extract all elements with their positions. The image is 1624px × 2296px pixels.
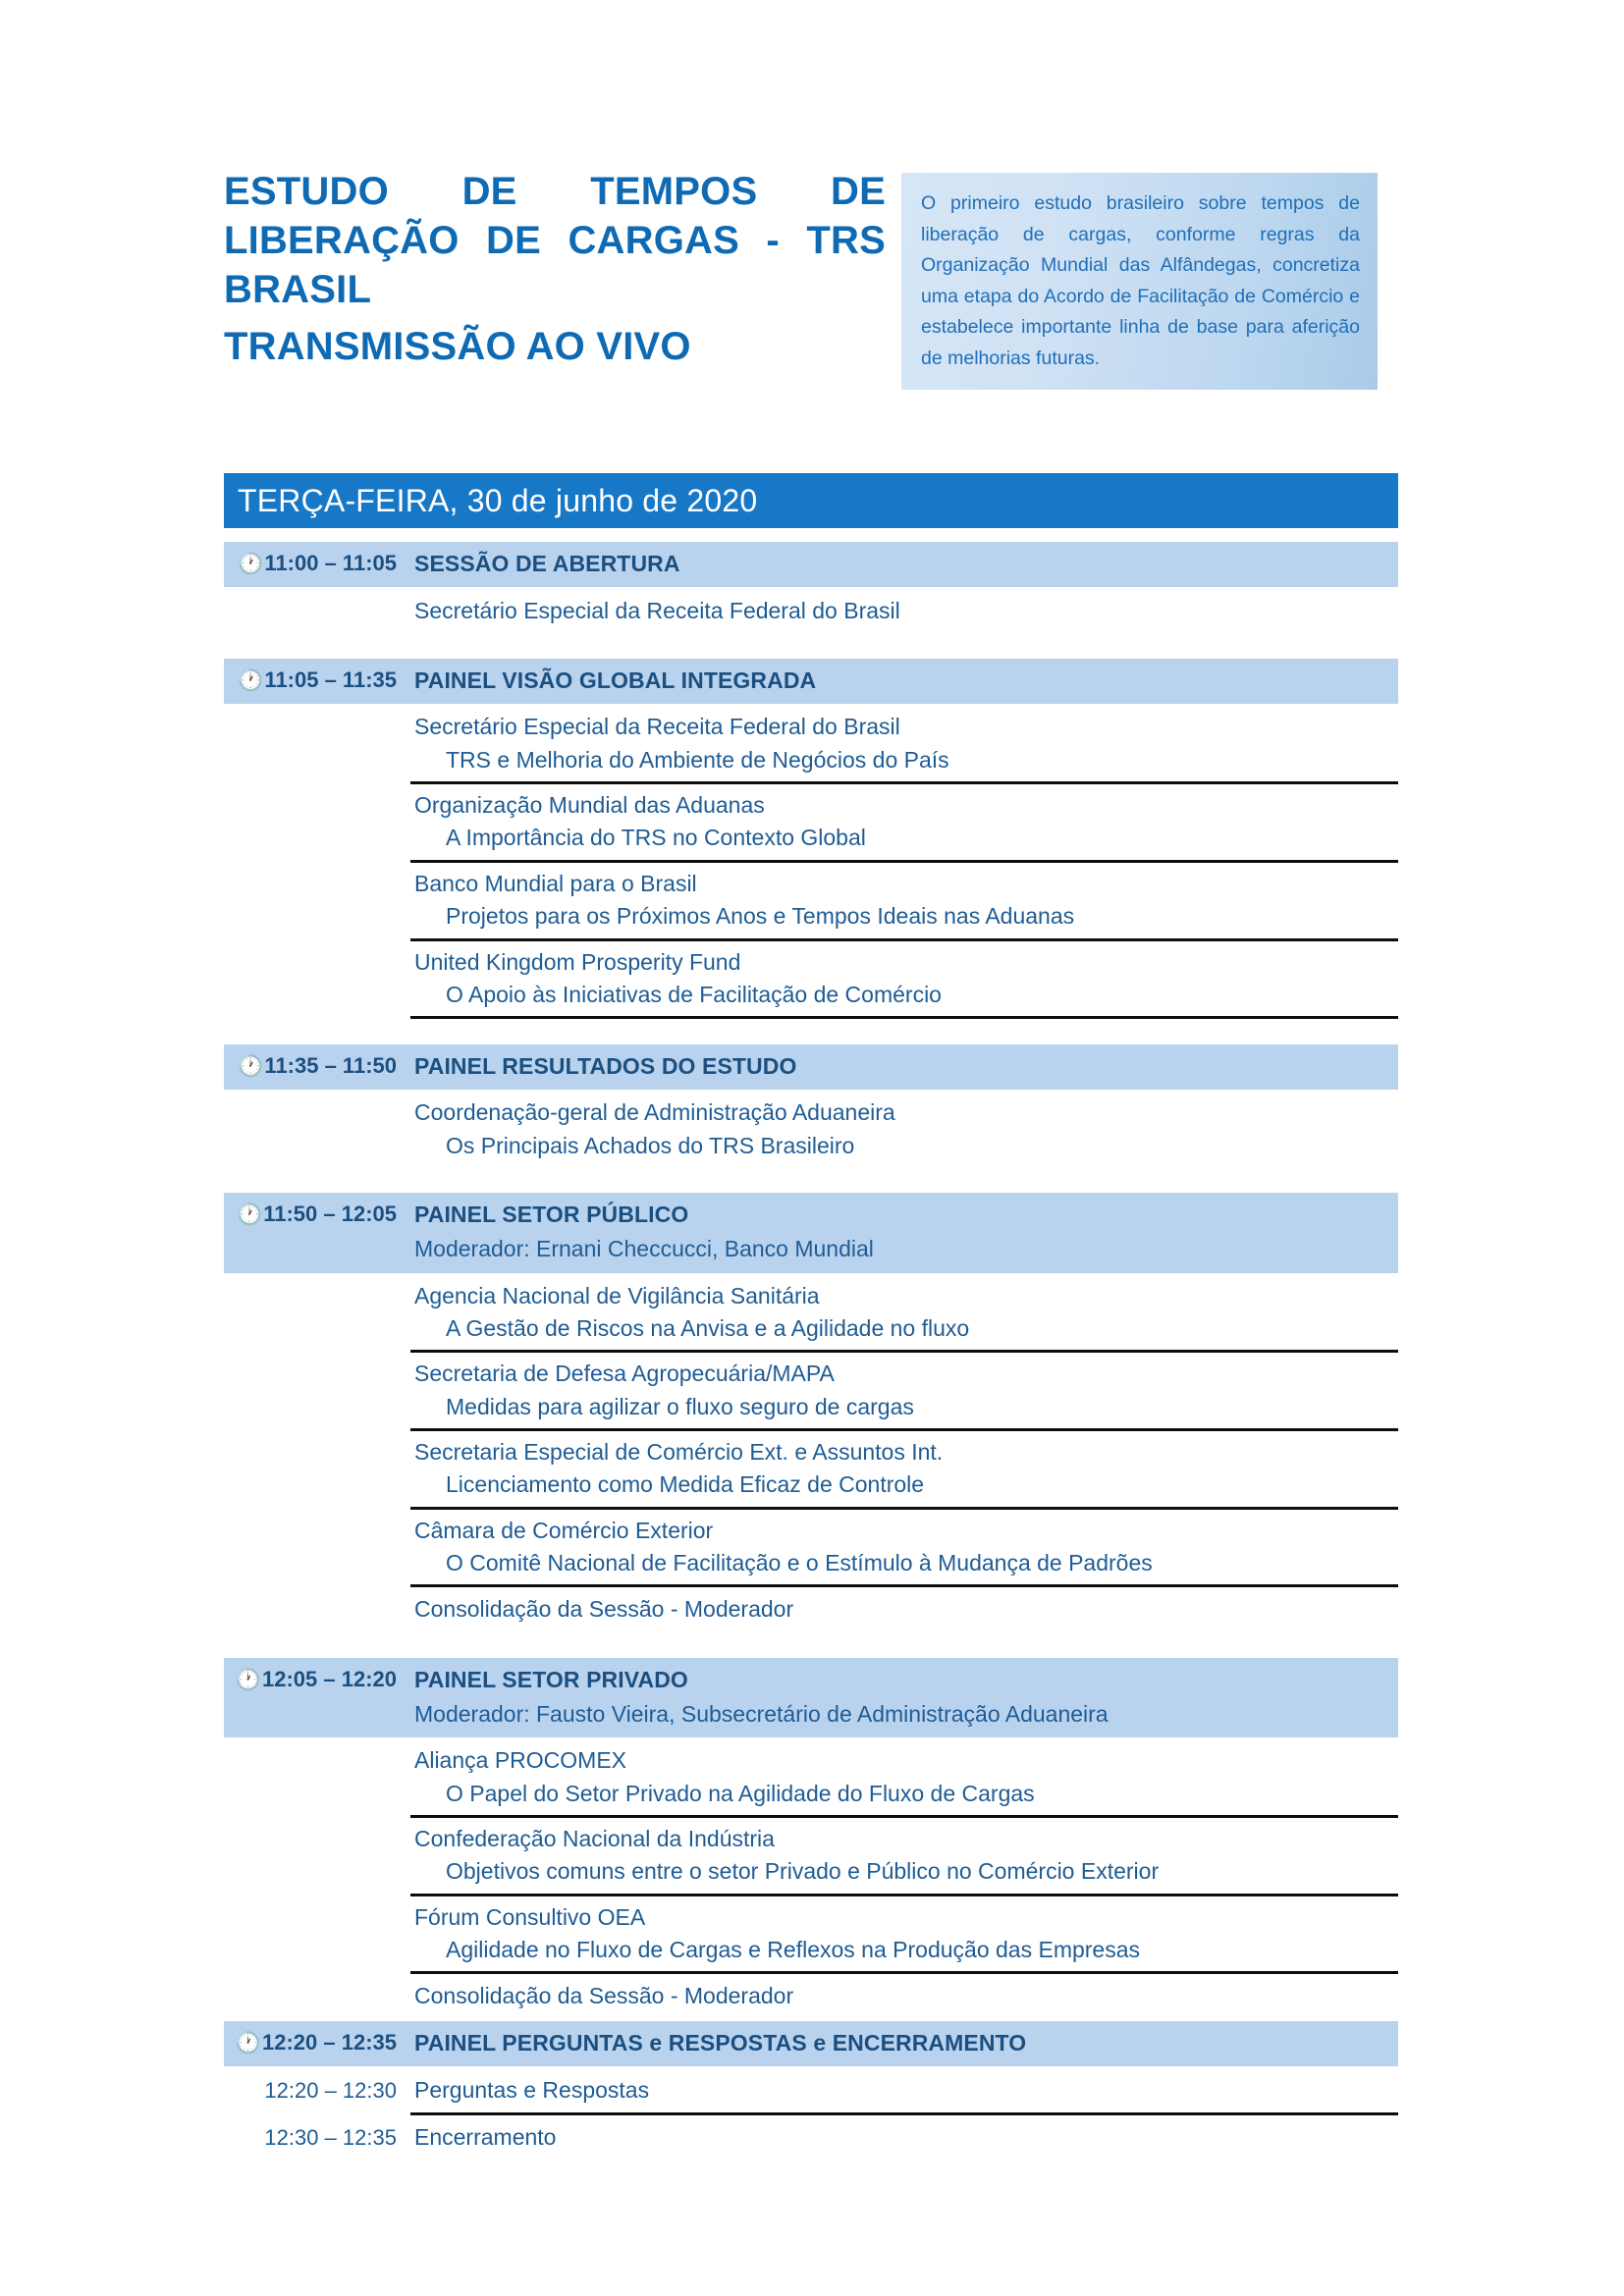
entry-topic: Os Principais Achados do TRS Brasileiro <box>446 1132 855 1158</box>
session-entry <box>224 589 1398 633</box>
clock-icon: 🕐 <box>235 2031 261 2055</box>
agenda-session <box>224 2021 1398 2161</box>
entry-topic: Objetivos comuns entre o setor Privado e Público no Comércio Exterior <box>446 1858 1160 1885</box>
entry-content <box>410 863 1398 941</box>
entry-time <box>224 784 410 790</box>
session-header-content <box>410 2028 1398 2058</box>
document-header <box>224 167 1397 390</box>
entry-topic: A Gestão de Riscos na Anvisa e a Agilidade no fluxo <box>446 1314 970 1341</box>
agenda-session <box>224 1044 1398 1167</box>
clock-icon: 🕐 <box>238 553 264 575</box>
session-entry <box>224 1510 1398 1588</box>
session-entry <box>224 1587 1398 1631</box>
session-time <box>224 1051 410 1081</box>
session-header-content <box>410 1665 1398 1731</box>
entry-content <box>410 1974 1398 2018</box>
session-spacer <box>224 633 1398 659</box>
session-header <box>224 1044 1398 1090</box>
agenda-session <box>224 1193 1398 1632</box>
entry-organization: Banco Mundial para o Brasil <box>414 870 697 896</box>
entry-organization: Secretário Especial da Receita Federal do Brasil <box>414 714 900 740</box>
session-body <box>224 1737 1398 2018</box>
session-title: PAINEL PERGUNTAS e RESPOSTAS e ENCERRAMENTO <box>414 2029 1027 2056</box>
page-title-line-1: ESTUDO DE TEMPOS DE <box>224 170 886 213</box>
session-time <box>224 1665 410 1694</box>
agenda-list <box>224 542 1398 2161</box>
entry-organization: Encerramento <box>414 2124 557 2151</box>
entry-organization: Secretaria de Defesa Agropecuária/MAPA <box>414 1361 835 1387</box>
entry-organization: Fórum Consultivo OEA <box>414 1903 646 1930</box>
entry-topic: Agilidade no Fluxo de Cargas e Reflexos na Produção das Empresas <box>446 1937 1141 1963</box>
session-entry <box>224 1818 1398 1896</box>
session-time <box>224 666 410 695</box>
entry-content <box>410 1092 1398 1167</box>
date-bar <box>224 473 1398 528</box>
session-header-content <box>410 1051 1398 1082</box>
entry-time <box>224 589 410 595</box>
session-moderator: Moderador: Fausto Vieira, Subsecretário de Administração Aduaneira <box>414 1700 1109 1727</box>
entry-time <box>224 1353 410 1359</box>
entry-organization: Secretaria Especial de Comércio Ext. e Assuntos Int. <box>414 1439 944 1465</box>
entry-time <box>224 1818 410 1824</box>
session-body <box>224 1090 1398 1167</box>
session-time-label: 12:05 – 12:20 <box>262 1666 397 1691</box>
page-title-line-2: LIBERAÇÃO DE CARGAS - TRS <box>224 219 886 262</box>
entry-time <box>224 941 410 947</box>
session-title: PAINEL SETOR PÚBLICO <box>414 1201 689 1227</box>
title-block <box>224 167 901 371</box>
agenda-session <box>224 1658 1398 2019</box>
entry-time <box>224 1510 410 1516</box>
entry-organization: Consolidação da Sessão - Moderador <box>414 1596 794 1623</box>
entry-organization: Consolidação da Sessão - Moderador <box>414 1983 794 2009</box>
session-title: PAINEL VISÃO GLOBAL INTEGRADA <box>414 667 817 694</box>
entry-content <box>410 1587 1398 1631</box>
session-time <box>224 2028 410 2057</box>
entry-topic: Medidas para agilizar o fluxo seguro de cargas <box>446 1393 914 1419</box>
session-entry <box>224 1896 1398 1975</box>
entry-organization: Secretário Especial da Receita Federal do Brasil <box>414 598 900 624</box>
session-entry <box>224 784 1398 863</box>
entry-time: 12:30 – 12:35 <box>264 2125 397 2151</box>
entry-topic: O Papel do Setor Privado na Agilidade do Fluxo de Cargas <box>446 1780 1035 1806</box>
entry-content <box>410 784 1398 863</box>
entry-topic: TRS e Melhoria do Ambiente de Negócios do País <box>446 746 949 773</box>
session-time <box>224 549 410 578</box>
clock-icon: 🕐 <box>237 1202 263 1226</box>
entry-time <box>224 1431 410 1437</box>
entry-content <box>410 1353 1398 1431</box>
agenda-session <box>224 659 1398 1019</box>
session-spacer <box>224 1019 1398 1044</box>
date-bar-label: TERÇA-FEIRA, 30 de junho de 2020 <box>238 482 758 518</box>
session-entry <box>224 1092 1398 1167</box>
entry-organization: Organização Mundial das Aduanas <box>414 792 765 819</box>
entry-content <box>410 2115 1398 2160</box>
entry-content <box>410 1275 1398 1354</box>
session-header <box>224 1658 1398 1738</box>
entry-time <box>224 863 410 869</box>
session-header <box>224 659 1398 704</box>
entry-organization: Agencia Nacional de Vigilância Sanitária <box>414 1282 820 1308</box>
entry-content <box>410 1818 1398 1896</box>
entry-content <box>410 1739 1398 1818</box>
session-spacer <box>224 1167 1398 1193</box>
session-entry <box>224 1974 1398 2018</box>
session-time-label: 11:50 – 12:05 <box>263 1201 397 1226</box>
session-moderator: Moderador: Ernani Checcucci, Banco Mundial <box>414 1235 874 1261</box>
session-entry <box>224 1431 1398 1510</box>
session-entry <box>224 706 1398 784</box>
session-time-label: 11:00 – 11:05 <box>264 551 397 575</box>
session-spacer <box>224 1632 1398 1658</box>
entry-time <box>224 1739 410 1745</box>
clock-icon: 🕐 <box>238 669 264 693</box>
entry-content <box>410 941 1398 1020</box>
session-entry <box>224 1353 1398 1431</box>
page-title-line-4: TRANSMISSÃO AO VIVO <box>224 325 691 368</box>
entry-topic: Licenciamento como Medida Eficaz de Controle <box>446 1471 925 1498</box>
clock-icon: 🕐 <box>238 1055 264 1079</box>
entry-organization: Coordenação-geral de Administração Aduaneira <box>414 1099 895 1126</box>
session-header <box>224 1193 1398 1273</box>
session-title: SESSÃO DE ABERTURA <box>414 551 680 576</box>
entry-time <box>224 1587 410 1593</box>
agenda-session <box>224 542 1398 633</box>
entry-time <box>224 1896 410 1902</box>
entry-content <box>410 1431 1398 1510</box>
session-time-label: 12:20 – 12:35 <box>262 2029 397 2055</box>
session-body <box>224 2066 1398 2161</box>
session-entry <box>224 2115 1398 2160</box>
entry-topic: O Comitê Nacional de Facilitação e o Estímulo à Mudança de Padrões <box>446 1550 1153 1576</box>
clock-icon: 🕐 <box>235 1668 261 1691</box>
entry-topic: Projetos para os Próximos Anos e Tempos Ideais nas Aduanas <box>446 903 1075 930</box>
entry-organization: Perguntas e Respostas <box>414 2076 650 2103</box>
entry-content <box>410 1896 1398 1975</box>
entry-organization: Confederação Nacional da Indústria <box>414 1826 775 1852</box>
session-header <box>224 542 1398 587</box>
entry-topic: O Apoio às Iniciativas de Facilitação de Comércio <box>446 981 942 1007</box>
session-time-label: 11:35 – 11:50 <box>264 1053 397 1079</box>
entry-time: 12:20 – 12:30 <box>264 2077 397 2103</box>
session-entry <box>224 1739 1398 1818</box>
intro-text: O primeiro estudo brasileiro sobre tempos de liberação de cargas, conforme regras da Organização Mundial das Alfândegas, concretiza uma etapa do Acordo de Facilitação de Comércio e estabelece importante linha de base para aferição de melhorias futuras. <box>921 192 1360 369</box>
session-time <box>224 1200 410 1229</box>
entry-time <box>224 706 410 712</box>
session-time-label: 11:05 – 11:35 <box>264 667 397 693</box>
entry-time <box>224 1974 410 1980</box>
session-header <box>224 2021 1398 2066</box>
entry-organization: United Kingdom Prosperity Fund <box>414 948 741 975</box>
session-entry <box>224 2068 1398 2115</box>
entry-time <box>224 1275 410 1281</box>
entry-content <box>410 2068 1398 2115</box>
session-header-content <box>410 666 1398 696</box>
page-title-line-3: BRASIL <box>224 268 372 311</box>
entry-topic: A Importância do TRS no Contexto Global <box>446 825 866 851</box>
entry-content <box>410 1510 1398 1588</box>
session-header-content <box>410 549 1398 579</box>
session-body <box>224 1273 1398 1632</box>
session-body <box>224 704 1398 1019</box>
entry-organization: Aliança PROCOMEX <box>414 1747 627 1774</box>
session-entry <box>224 863 1398 941</box>
session-title: PAINEL SETOR PRIVADO <box>414 1666 688 1692</box>
session-header-content <box>410 1200 1398 1265</box>
session-entry <box>224 941 1398 1020</box>
session-body <box>224 587 1398 633</box>
session-entry <box>224 1275 1398 1354</box>
entry-content <box>410 589 1398 633</box>
intro-callout-box <box>901 173 1378 390</box>
entry-content <box>410 706 1398 784</box>
session-title: PAINEL RESULTADOS DO ESTUDO <box>414 1053 797 1080</box>
entry-organization: Câmara de Comércio Exterior <box>414 1517 714 1543</box>
entry-time <box>224 1092 410 1097</box>
